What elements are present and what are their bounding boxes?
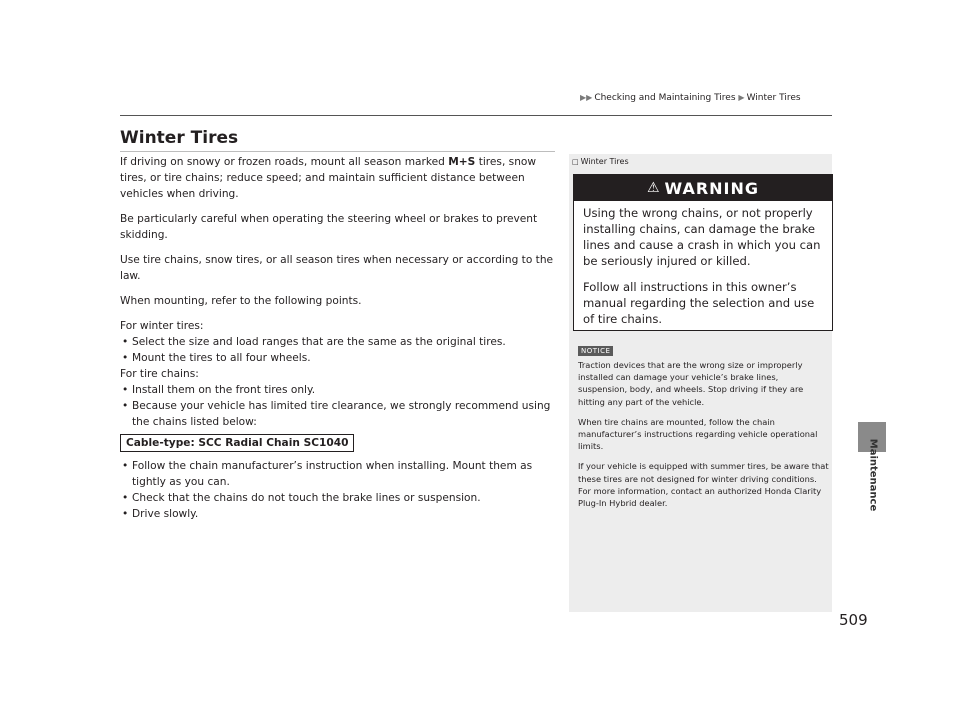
title-rule xyxy=(120,151,555,152)
winter-tires-list xyxy=(120,334,560,366)
warning-text: Follow all instructions in this owner’s manual regarding the selection and use of tire chains. xyxy=(583,280,815,326)
notice-paragraph: If your vehicle is equipped with summer tires, be aware that these tires are not designed for winter driving conditions. For more information, contact an authorized Honda Clarity Plug-In Hybrid dealer. xyxy=(578,461,829,509)
header-rule xyxy=(120,115,832,116)
warning-box xyxy=(573,174,833,331)
notice-paragraph: Traction devices that are the wrong size or improperly installed can damage your vehicle’s brake lines, suspension, body, and wheels. Stop driving if they are hitting any part of the vehicle. xyxy=(578,360,804,407)
list-item: • Install them on the front tires only. xyxy=(120,382,560,398)
law-paragraph: Use tire chains, snow tires, or all season tires when necessary or according to the law. xyxy=(120,254,554,282)
warning-header: ⚠ WARNING xyxy=(574,175,832,201)
tire-chains-list xyxy=(120,382,560,430)
breadcrumb-item[interactable]: Winter Tires xyxy=(746,93,801,103)
tire-chains-label: For tire chains: xyxy=(120,368,199,380)
list-item: • Mount the tires to all four wheels. xyxy=(120,350,560,366)
winter-tires-label: For winter tires: xyxy=(120,320,204,332)
list-item: • Select the size and load ranges that are the same as the original tires. xyxy=(120,334,560,350)
ms-mark: M+S xyxy=(448,156,476,168)
list-item: • Follow the chain manufacturer’s instruction when installing. Mount them as tightly as you can. xyxy=(120,458,560,490)
breadcrumb xyxy=(580,93,840,103)
breadcrumb-item[interactable]: Checking and Maintaining Tires xyxy=(594,93,736,103)
sidebar-heading: □ Winter Tires xyxy=(572,157,629,166)
notice-paragraph: When tire chains are mounted, follow the chain manufacturer’s instructions regarding vehicle operational limits. xyxy=(578,416,818,452)
chain-type-box: Cable-type: SCC Radial Chain SC1040 xyxy=(120,434,354,452)
mounting-paragraph: When mounting, refer to the following points. xyxy=(120,295,362,307)
list-item: • Check that the chains do not touch the brake lines or suspension. xyxy=(120,490,560,506)
notice-badge: NOTICE xyxy=(578,346,613,356)
warning-text: Using the wrong chains, or not properly installing chains, can damage the brake lines and cause a crash in which you can be seriously injured or killed. xyxy=(583,206,821,268)
chain-instructions-list xyxy=(120,458,560,522)
warning-body xyxy=(574,201,832,327)
warning-triangle-icon: ⚠ xyxy=(646,180,661,196)
arrow-right-icon: ▶ xyxy=(738,93,745,102)
reference-icon: □ xyxy=(572,158,579,166)
main-content xyxy=(120,154,560,522)
page-title: Winter Tires xyxy=(120,128,239,148)
list-item: • Drive slowly. xyxy=(120,506,560,522)
section-label: Maintenance xyxy=(867,438,879,512)
notice-text xyxy=(578,359,830,517)
arrow-right-icon: ▶▶ xyxy=(580,93,593,102)
intro-paragraph: If driving on snowy or frozen roads, mount all season marked M+S tires, snow tires, or tire chains; reduce speed; and maintain sufficient distance between vehicles when driving. xyxy=(120,156,537,200)
page-number: 509 xyxy=(839,611,868,629)
list-item: • Because your vehicle has limited tire clearance, we strongly recommend using the chains listed below: xyxy=(120,398,560,430)
caution-paragraph: Be particularly careful when operating the steering wheel or brakes to prevent skidding. xyxy=(120,213,538,241)
